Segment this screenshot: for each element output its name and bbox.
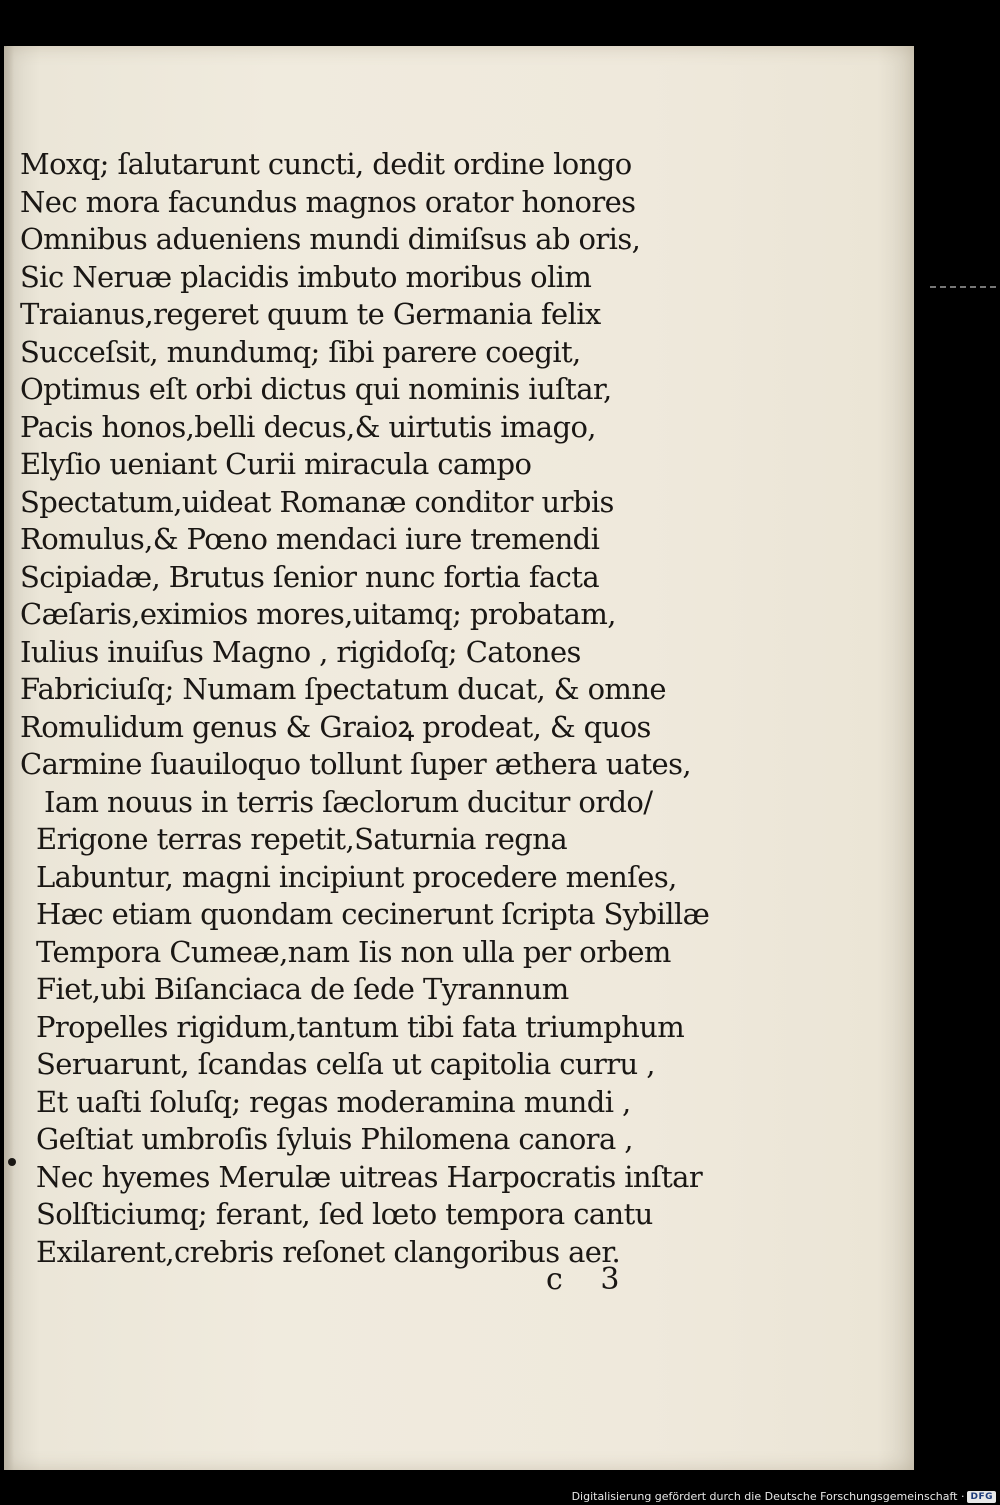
verse-line: Sic Neruæ placidis imbuto moribus olim (20, 259, 592, 294)
verse-line: Et uaſti ſoluſq; regas moderamina mundi , (36, 1084, 631, 1119)
funding-text: Digitalisierung gefördert durch die Deutsche Forschungsgemeinschaft · (571, 1490, 965, 1503)
funding-footer (572, 1490, 996, 1503)
verse-line: Solſticiumq; ferant, ſed lœto tempora cantu (36, 1197, 653, 1231)
verse-line: Traianus,regeret quum te Germania felix (20, 297, 601, 331)
verse-line: Fiet,ubi Biſanciaca de ſede Tyrannum (36, 972, 569, 1006)
verse-line: Exilarent,crebris reſonet clangoribus aer. (36, 1234, 621, 1269)
verse-line: Hæc etiam quondam cecinerunt ſcripta Sybillæ (36, 897, 710, 931)
margin-mark (8, 1158, 16, 1166)
dfg-logo-icon: DFG (967, 1491, 996, 1503)
verse-line: Moxq; ſalutarunt cuncti, dedit ordine longo (20, 147, 632, 181)
verse-line: Geſtiat umbroſis ſyluis Philomena canora , (36, 1122, 633, 1156)
scan-guide-mark (930, 286, 996, 288)
verse-line: Succeſsit, mundumq; ſibi parere coegit, (20, 334, 581, 369)
verse-line: Romulidum genus & Graioꝝ prodeat, & quos (20, 709, 651, 744)
verse-line: Labuntur, magni incipiunt procedere menſes, (36, 859, 677, 894)
verse-text (20, 146, 710, 1271)
signature-mark: c 3 (546, 1262, 634, 1297)
verse-line: Cæſaris,eximios mores,uitamq; probatam, (20, 597, 616, 631)
verse-line: Optimus eſt orbi dictus qui nominis iuſtar, (20, 372, 612, 406)
verse-line: Spectatum,uideat Romanæ conditor urbis (20, 484, 614, 519)
verse-line: Scipiadæ, Brutus ſenior nunc fortia facta (20, 559, 600, 594)
verse-line: Pacis honos,belli decus,& uirtutis imago, (20, 409, 596, 444)
page-binding-shadow (4, 46, 14, 1470)
verse-line: Omnibus adueniens mundi dimiſsus ab oris, (20, 222, 641, 256)
verse-line: Tempora Cumeæ,nam Iis non ulla per orbem (36, 934, 671, 969)
verse-line: Nec mora facundus magnos orator honores (20, 184, 636, 219)
verse-line: Iam nouus in terris ſæclorum ducitur ordo/ (44, 784, 653, 819)
verse-line: Erigone terras repetit,Saturnia regna (36, 822, 568, 856)
verse-line: Carmine ſuauiloquo tollunt ſuper æthera uates, (20, 747, 691, 781)
verse-line: Iulius inuiſus Magno , rigidoſq; Catones (20, 634, 581, 669)
verse-line: Nec hyemes Merulæ uitreas Harpocratis inſtar (36, 1159, 703, 1194)
verse-line: Elyſio ueniant Curii miracula campo (20, 447, 532, 481)
verse-line: Propelles rigidum,tantum tibi fata triumphum (36, 1009, 685, 1044)
verse-line: Fabriciuſq; Numam ſpectatum ducat, & omne (20, 672, 666, 706)
verse-line: Romulus,& Pœno mendaci iure tremendi (20, 522, 600, 556)
verse-line: Seruarunt, ſcandas celſa ut capitolia curru , (36, 1047, 655, 1081)
